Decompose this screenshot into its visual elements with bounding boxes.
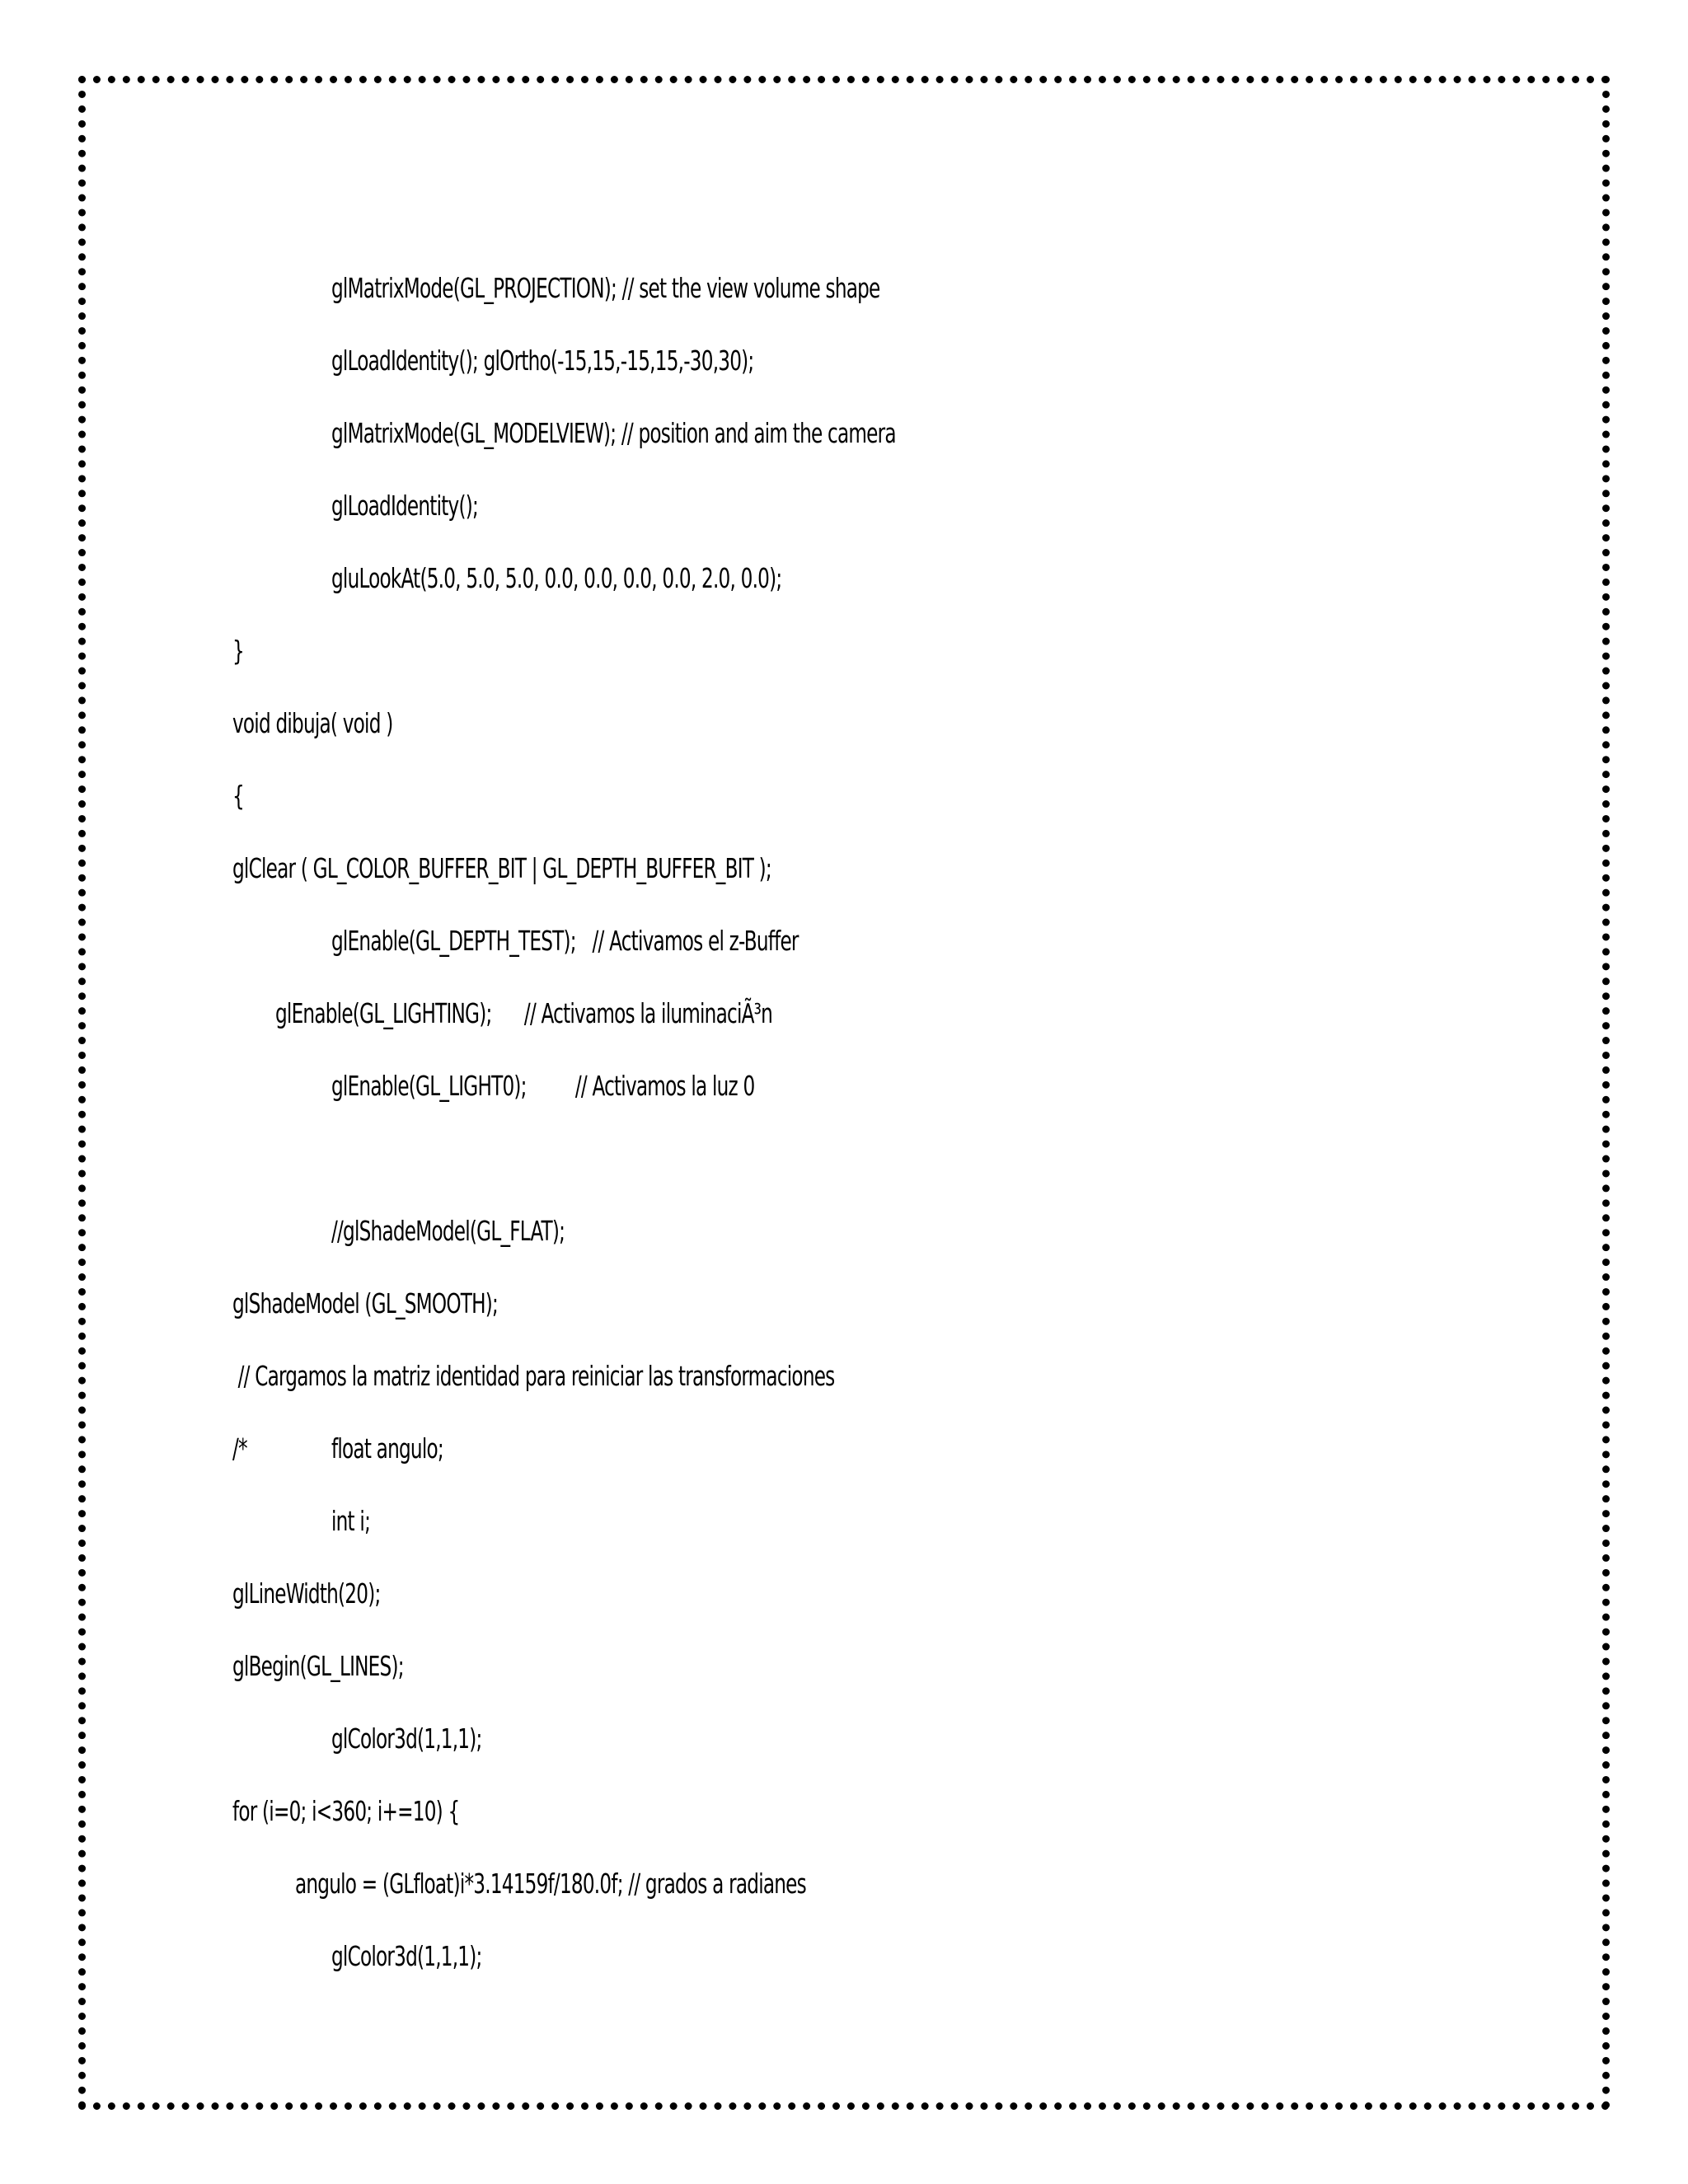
code-line: glBegin(GL_LINES); — [232, 1650, 404, 1682]
code-line: glColor3d(1,1,1); — [331, 1722, 482, 1755]
code-line: } — [232, 635, 244, 667]
code-line: glClear ( GL_COLOR_BUFFER_BIT | GL_DEPTH_BUFFER_BIT ); — [232, 852, 771, 884]
code-line: glMatrixMode(GL_PROJECTION); // set the view volume shape — [331, 272, 880, 304]
code-line: glShadeModel (GL_SMOOTH); — [232, 1287, 499, 1319]
code-line: glLineWidth(20); — [232, 1577, 381, 1610]
code-line: // Cargamos la matriz identidad para reiniciar las transformaciones — [232, 1360, 835, 1392]
code-line: gluLookAt(5.0, 5.0, 5.0, 0.0, 0.0, 0.0, 0.0, 2.0, 0.0); — [331, 562, 782, 594]
code-line: int i; — [331, 1505, 371, 1537]
code-line: { — [232, 780, 244, 812]
code-line: float angulo; — [331, 1432, 443, 1465]
code-line: glEnable(GL_LIGHT0); // Activamos la luz 0 — [331, 1070, 755, 1102]
code-line: glMatrixMode(GL_MODELVIEW); // position and aim the camera — [331, 417, 896, 449]
code-line: glLoadIdentity(); glOrtho(-15,15,-15,15,-30,30); — [331, 344, 754, 377]
code-line: glColor3d(1,1,1); — [331, 1940, 482, 1972]
code-line: glLoadIdentity(); — [331, 490, 479, 522]
code-line: for (i=0; i<360; i+=10) { — [232, 1795, 460, 1827]
code-line: glEnable(GL_DEPTH_TEST); // Activamos el z-Buffer — [331, 925, 799, 957]
code-line: glEnable(GL_LIGHTING); // Activamos la iluminaciÃ³n — [275, 997, 773, 1029]
code-line: /* — [232, 1432, 247, 1465]
code-line: angulo = (GLfloat)i*3.14159f/180.0f; // grados a radianes — [295, 1868, 806, 1900]
code-line: //glShadeModel(GL_FLAT); — [331, 1215, 565, 1247]
code-line: void dibuja( void ) — [232, 707, 393, 739]
